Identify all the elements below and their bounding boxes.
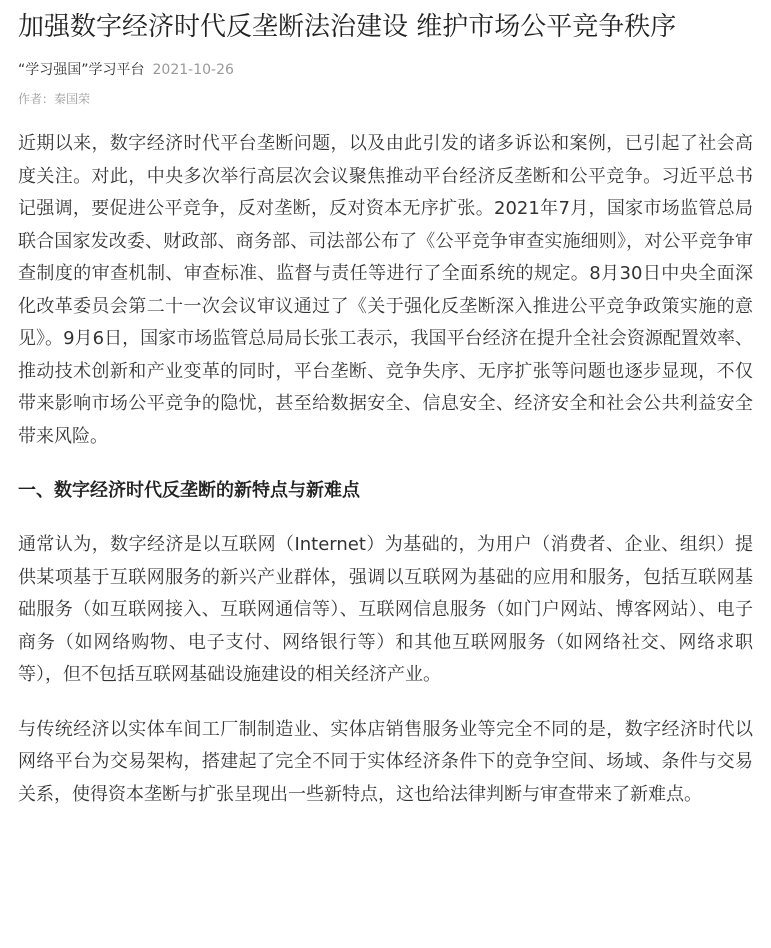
body-paragraph: 通常认为，数字经济是以互联网（Internet）为基础的，为用户（消费者、企业、组织）提供某项基于互联网服务的新兴产业群体，强调以互联网为基础的应用和服务，包括互联网基础服务（如互联网接入、互联网通信等）、互联网信息服务（如门户网站、博客网站）、电子商务（如网络购物、电子支付、网络银行等）和其他互联网服务（如网络社交、网络求职等），但不包括互联网基础设施建设的相关经济产业。 <box>18 534 753 685</box>
body-paragraph: 近期以来，数字经济时代平台垄断问题，以及由此引发的诸多诉讼和案例，已引起了社会高度关注。对此，中央多次举行高层次会议聚焦推动平台经济反垄断和公平竞争。习近平总书记强调，要促进公平竞争，反对垄断，反对资本无序扩张。2021年7月，国家市场监管总局联合国家发改委、财政部、商务部、司法部公布了《公平竞争审查实施细则》，对公平竞争审查制度的审查机制、审查标准、监督与责任等进行了全面系统的规定。8月30日中央全面深化改革委员会第二十一次会议审议通过了《关于强化反垄断深入推进公平竞争政策实施的意见》。9月6日，国家市场监管总局局长张工表示，我国平台经济在提升全社会资源配置效率、推动技术创新和产业变革的同时，平台垄断、竞争失序、无序扩张等问题也逐步显现，不仅带来影响市场公平竞争的隐忧，甚至给数据安全、信息安全、经济安全和社会公共利益安全带来风险。 <box>18 133 753 447</box>
section-heading: 一、数字经济时代反垄断的新特点与新难点 <box>18 480 360 501</box>
body-paragraph: 与传统经济以实体车间工厂制制造业、实体店销售服务业等完全不同的是，数字经济时代以网络平台为交易架构，搭建起了完全不同于实体经济条件下的竞争空间、场域、条件与交易关系，使得资本垄断与扩张呈现出一些新特点，这也给法律判断与审查带来了新难点。 <box>18 718 753 805</box>
article-date: 2021-10-26 <box>152 62 234 78</box>
article-meta <box>18 60 753 80</box>
article-author: 作者：秦国荣 <box>18 92 91 106</box>
article-body <box>18 128 753 811</box>
article-source: “学习强国”学习平台 <box>18 62 145 78</box>
article-title: 加强数字经济时代反垄断法治建设 维护市场公平竞争秩序 <box>18 12 677 42</box>
article <box>18 0 753 811</box>
